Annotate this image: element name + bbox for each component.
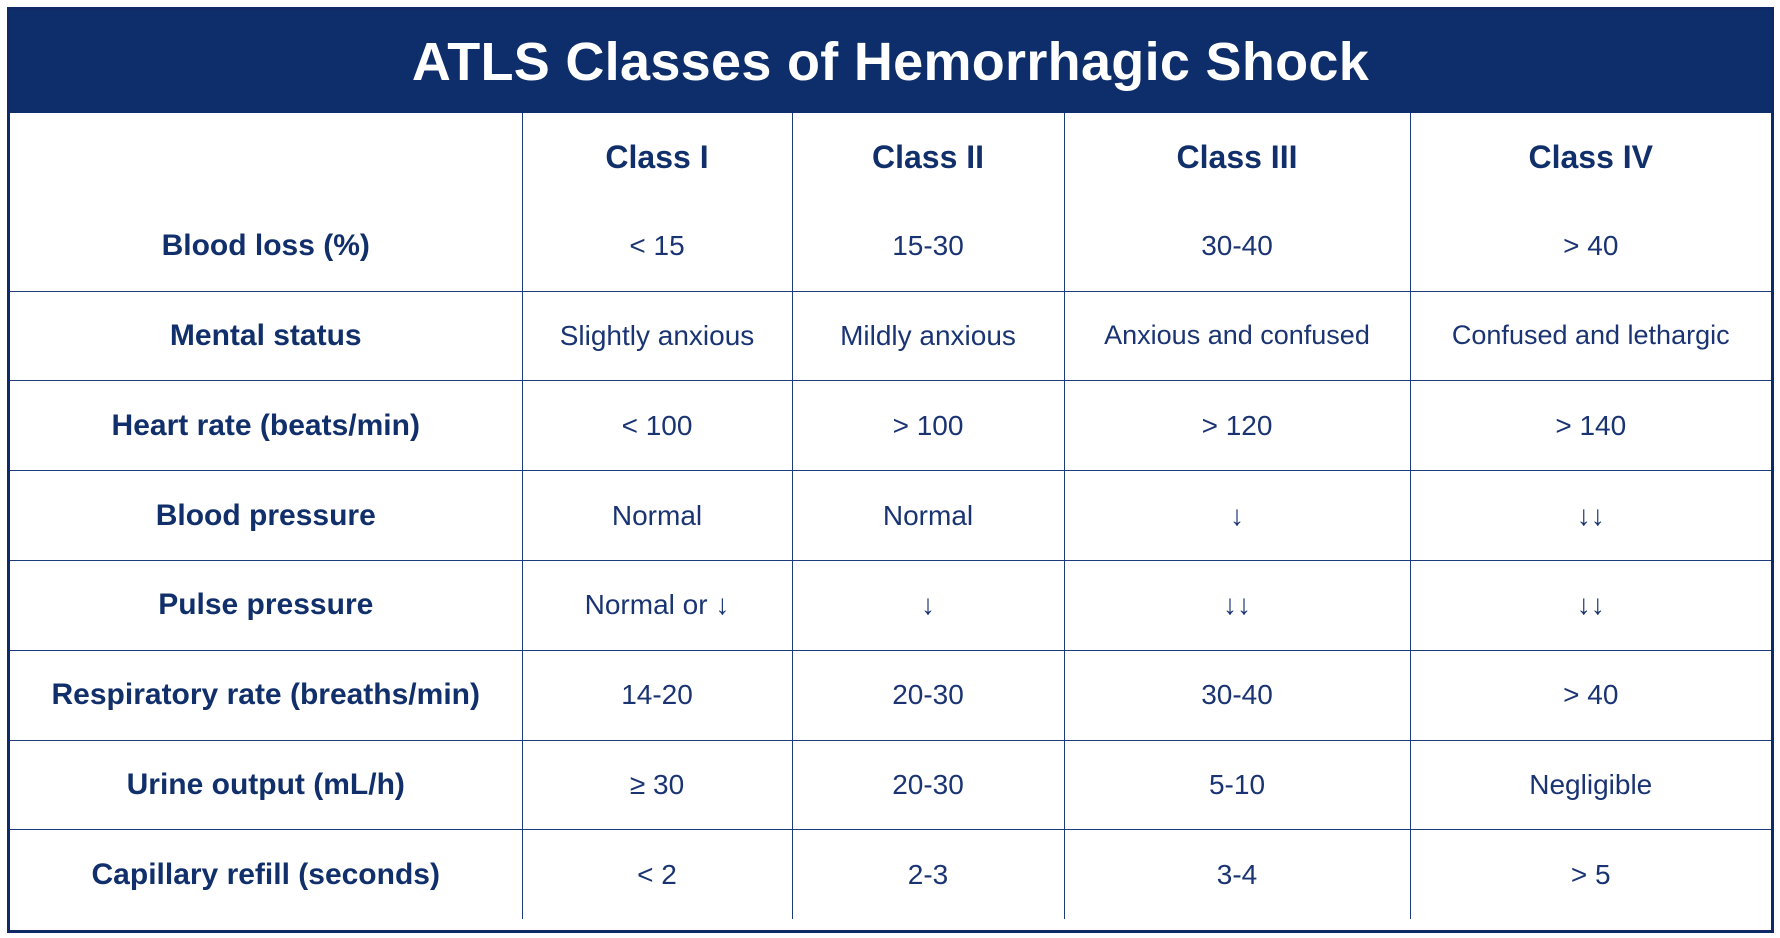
row-label: Heart rate (beats/min) (10, 381, 522, 471)
table-cell: > 40 (1410, 202, 1771, 291)
column-header-class-3: Class III (1064, 113, 1410, 202)
shock-classes-table-card (7, 7, 1774, 933)
table-cell: 5-10 (1064, 740, 1410, 830)
header-corner-cell (10, 113, 522, 202)
table-cell: > 100 (792, 381, 1064, 471)
table-cell: > 140 (1410, 381, 1771, 471)
column-header-class-4: Class IV (1410, 113, 1771, 202)
table-cell: 20-30 (792, 650, 1064, 740)
table-cell: 14-20 (522, 650, 792, 740)
table-cell: 2-3 (792, 830, 1064, 919)
table-row-urine-output (10, 740, 1771, 830)
table-cell: < 2 (522, 830, 792, 919)
table-cell: Anxious and confused (1064, 291, 1410, 381)
table-cell: 3-4 (1064, 830, 1410, 919)
column-header-class-2: Class II (792, 113, 1064, 202)
table-row-respiratory-rate (10, 650, 1771, 740)
table-cell: ↓ (1064, 471, 1410, 561)
table-row-blood-pressure (10, 471, 1771, 561)
table-cell: ↓ (792, 560, 1064, 650)
table-cell: Normal or ↓ (522, 560, 792, 650)
table-cell: ↓↓ (1410, 560, 1771, 650)
table-cell: Normal (522, 471, 792, 561)
row-label: Blood loss (%) (10, 202, 522, 291)
table-cell: ≥ 30 (522, 740, 792, 830)
row-label: Blood pressure (10, 471, 522, 561)
column-header-class-1: Class I (522, 113, 792, 202)
row-label: Mental status (10, 291, 522, 381)
table-cell: Normal (792, 471, 1064, 561)
row-label: Capillary refill (seconds) (10, 830, 522, 919)
table-cell: Negligible (1410, 740, 1771, 830)
table-cell: 20-30 (792, 740, 1064, 830)
table-cell: ↓↓ (1064, 560, 1410, 650)
table-cell: 15-30 (792, 202, 1064, 291)
table-cell: ↓↓ (1410, 471, 1771, 561)
table-title: ATLS Classes of Hemorrhagic Shock (10, 10, 1771, 113)
table-cell: Mildly anxious (792, 291, 1064, 381)
table-cell: 30-40 (1064, 650, 1410, 740)
header-row (10, 113, 1771, 202)
table-row-pulse-pressure (10, 560, 1771, 650)
shock-classes-table (10, 113, 1771, 919)
table-row-heart-rate (10, 381, 1771, 471)
row-label: Urine output (mL/h) (10, 740, 522, 830)
table-row-capillary-refill (10, 830, 1771, 919)
table-cell: Slightly anxious (522, 291, 792, 381)
table-cell: Confused and lethargic (1410, 291, 1771, 381)
table-cell: > 120 (1064, 381, 1410, 471)
table-cell: > 5 (1410, 830, 1771, 919)
row-label: Respiratory rate (breaths/min) (10, 650, 522, 740)
row-label: Pulse pressure (10, 560, 522, 650)
table-row-blood-loss (10, 202, 1771, 291)
table-row-mental-status (10, 291, 1771, 381)
table-cell: 30-40 (1064, 202, 1410, 291)
table-cell: < 100 (522, 381, 792, 471)
table-cell: < 15 (522, 202, 792, 291)
table-cell: > 40 (1410, 650, 1771, 740)
